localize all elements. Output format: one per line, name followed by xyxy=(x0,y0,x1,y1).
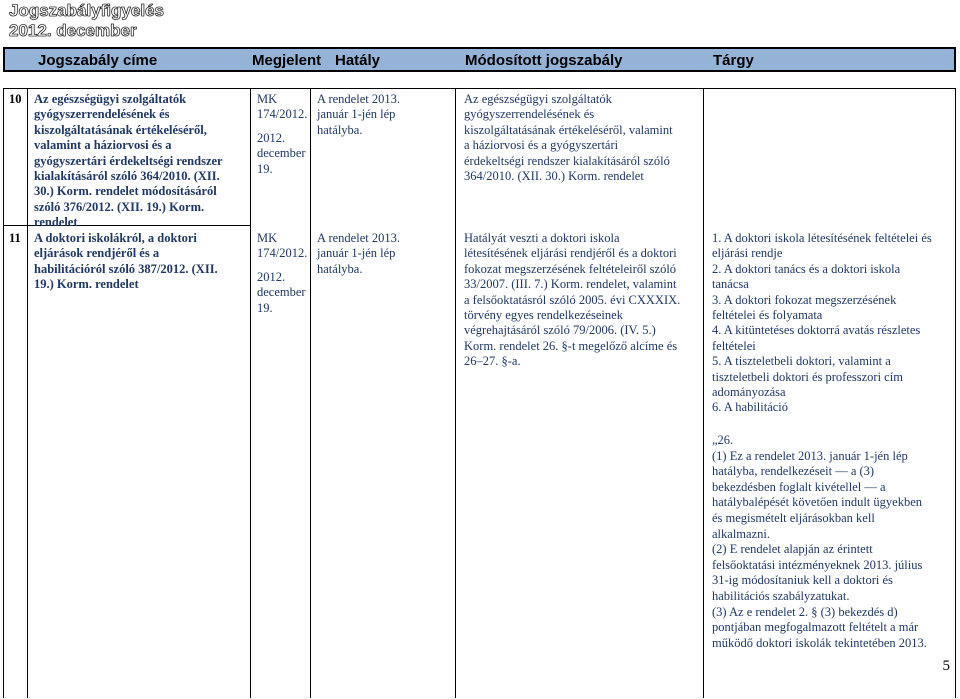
text-line: alkalmazni. xyxy=(712,526,770,541)
text-line: létesítésének eljárási rendjéről és a doktori xyxy=(464,246,677,261)
text-line: feltételei xyxy=(712,338,756,353)
text-line: a felsőoktatásról szóló 2005. évi CXXXIX. xyxy=(464,292,681,307)
row-number: 11 xyxy=(9,231,21,245)
column-published: Megjelent xyxy=(252,52,322,69)
text-line: 30.) Korm. rendelet módosításáról xyxy=(34,184,217,199)
text-line: a háziorvosi és a gyógyszertári xyxy=(464,138,619,153)
text-line: 33/2007. (III. 7.) Korm. rendelet, valamint xyxy=(464,277,677,292)
text-line: fokozat megszerzésének feltételeiről szóló xyxy=(464,261,677,276)
text-line: „26. xyxy=(712,433,734,447)
text-line xyxy=(257,123,307,131)
text-line: gyógyszerrendelésének és xyxy=(464,107,595,122)
text-line: (3) Az e rendelet 2. § (3) bekezdés d) xyxy=(712,604,898,619)
subject-contents xyxy=(712,231,956,416)
column-amended: Módosított jogszabály xyxy=(465,52,623,69)
text-line xyxy=(257,262,307,270)
column-header-row xyxy=(3,47,956,72)
regulation-title xyxy=(34,231,244,293)
text-line: törvény egyes rendelkezéseinek xyxy=(464,308,623,323)
text-line: 3. A doktori fokozat megszerzésének xyxy=(712,292,897,307)
text-line: Az egészségügyi szolgáltatók xyxy=(34,92,187,106)
text-line: szóló 376/2012. (XII. 19.) Korm. xyxy=(34,199,205,214)
text-line: Hatályát veszti a doktori iskola xyxy=(464,231,620,245)
text-line: december xyxy=(257,146,306,161)
text-line: 6. A habilitáció xyxy=(712,400,789,415)
page-number: 5 xyxy=(942,658,950,674)
text-line: 2012. xyxy=(257,269,286,284)
table-border-left xyxy=(3,88,4,698)
text-line: kialakításáról szóló 364/2010. (XII. xyxy=(34,169,220,184)
text-line: tiszteletbeli doktori és professzori cím xyxy=(712,369,903,384)
column-effect: Hatály xyxy=(335,52,381,69)
text-line: kiszolgáltatásának értékeléséről, valamint xyxy=(464,122,673,137)
text-line: hatályba. xyxy=(317,261,363,276)
published-info xyxy=(257,92,307,177)
column-divider xyxy=(455,88,456,698)
text-line: 174/2012. xyxy=(257,246,308,261)
text-line: január 1-jén lép xyxy=(317,246,396,261)
column-title: Jogszabály címe xyxy=(38,52,158,69)
table-border-top xyxy=(3,88,956,89)
amended-regulation xyxy=(464,231,699,370)
column-subject: Tárgy xyxy=(713,52,754,69)
column-divider xyxy=(250,88,251,698)
header-title: Jogszabályfigyelés xyxy=(9,1,164,20)
text-line: 31-ig módosítaniuk kell a doktori és xyxy=(712,573,893,588)
text-line: január 1-jén lép xyxy=(317,107,396,122)
text-line: rendelet xyxy=(34,215,78,230)
regulation-title xyxy=(34,92,244,231)
text-line: működő doktori iskolák tekintetében 2013. xyxy=(712,635,927,650)
text-line: MK xyxy=(257,231,278,245)
text-line: pontjában megfogalmazott feltételt a már xyxy=(712,620,919,635)
text-line: 26–27. §-a. xyxy=(464,354,521,369)
text-line: gyógyszerrendelésének és xyxy=(34,107,170,122)
text-line: eljárások rendjéről és a xyxy=(34,246,160,261)
text-line: Korm. rendelet 26. §-t megelőző alcíme és xyxy=(464,338,678,353)
text-line: 174/2012. xyxy=(257,107,308,122)
text-line: végrehajtásáról szóló 79/2006. (IV. 5.) xyxy=(464,323,656,338)
text-line: adományozása xyxy=(712,385,786,400)
text-line: 19. xyxy=(257,300,273,315)
amended-regulation xyxy=(464,92,699,184)
text-line: habilitációról szóló 387/2012. (XII. xyxy=(34,261,218,276)
subject-quoted-provision xyxy=(712,433,956,651)
text-line: december xyxy=(257,285,306,300)
effect-info xyxy=(317,92,400,138)
text-line: és megismételt eljárásokban kell xyxy=(712,510,875,525)
text-line: A rendelet 2013. xyxy=(317,92,400,106)
text-line: 2012. xyxy=(257,130,286,145)
text-line: MK xyxy=(257,92,278,106)
column-divider xyxy=(310,88,311,698)
text-line: (1) Ez a rendelet 2013. január 1-jén lép xyxy=(712,448,908,463)
text-line: 19. xyxy=(257,161,273,176)
text-line: Az egészségügyi szolgáltatók xyxy=(464,92,612,106)
text-line: eljárási rendje xyxy=(712,246,783,261)
text-line: hatályba, rendelkezéseit — a (3) xyxy=(712,464,875,479)
text-line: felsőoktatási intézményeknek 2013. július xyxy=(712,557,923,572)
text-line: 19.) Korm. rendelet xyxy=(34,277,139,292)
column-divider xyxy=(27,88,28,698)
text-line: tanácsa xyxy=(712,277,749,292)
text-line: érdekeltségi rendszer kialakításáról szóló xyxy=(464,153,670,168)
text-line: A doktori iskolákról, a doktori xyxy=(34,231,197,245)
text-line: feltételei és folyamata xyxy=(712,308,823,323)
text-line: gyógyszertári érdekeltségi rendszer xyxy=(34,153,223,168)
effect-info xyxy=(317,231,400,277)
text-line: (2) E rendelet alapján az érintett xyxy=(712,542,873,557)
text-line: 364/2010. (XII. 30.) Korm. rendelet xyxy=(464,169,644,184)
text-line: habilitációs szabályzatukat. xyxy=(712,588,850,603)
header-date: 2012. december xyxy=(9,21,137,40)
text-line: 1. A doktori iskola létesítésének feltételei és xyxy=(712,231,932,245)
text-line: hatályba. xyxy=(317,122,363,137)
column-divider xyxy=(703,88,704,698)
text-line: kiszolgáltatásának értékeléséről, xyxy=(34,122,207,137)
text-line: bekezdésben foglalt kivétellel — a xyxy=(712,479,886,494)
text-line: hatálybalépését követően indult ügyekben xyxy=(712,495,923,510)
row-number: 10 xyxy=(9,92,22,106)
published-info xyxy=(257,231,307,316)
text-line: 5. A tiszteletbeli doktori, valamint a xyxy=(712,354,891,369)
document-header xyxy=(9,1,164,41)
text-line: 2. A doktori tanács és a doktori iskola xyxy=(712,261,901,276)
text-line: valamint a háziorvosi és a xyxy=(34,138,172,153)
text-line: 4. A kitüntetéses doktorrá avatás részletes xyxy=(712,323,921,338)
text-line: A rendelet 2013. xyxy=(317,231,400,245)
